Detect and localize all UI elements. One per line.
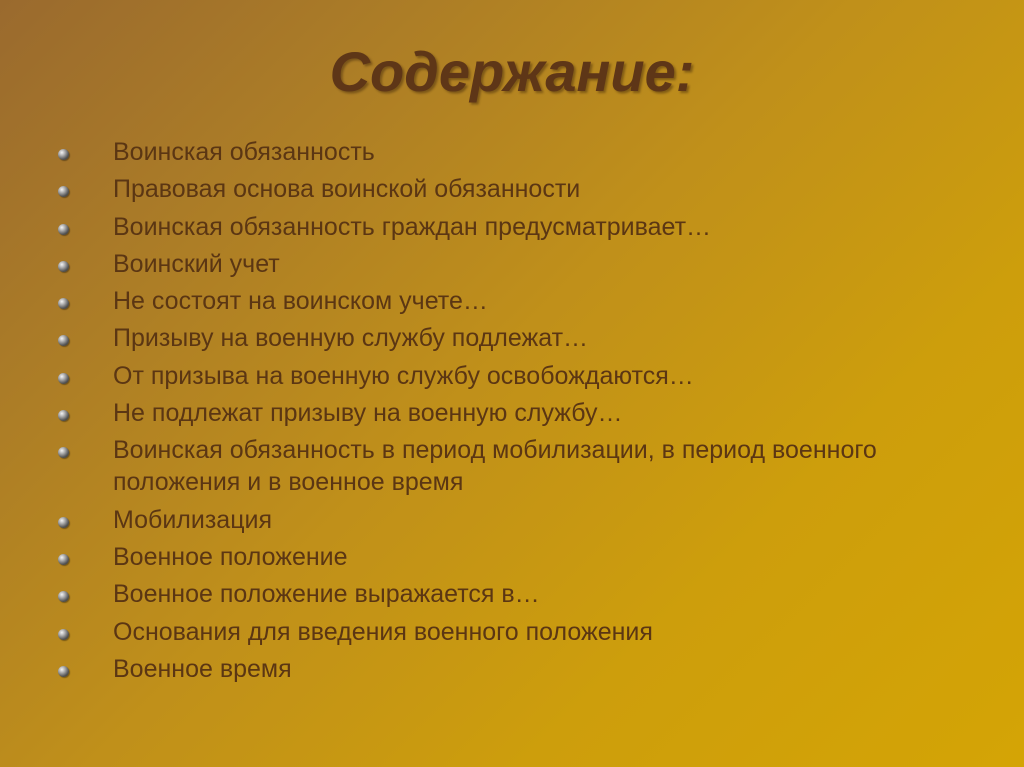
list-item-label: Воинская обязанность xyxy=(113,138,375,166)
list-item xyxy=(58,397,958,429)
list-item-label: Не подлежат призыву на военную службу… xyxy=(113,399,623,428)
bullet-icon xyxy=(58,186,69,197)
list-item xyxy=(58,322,958,354)
bullet-icon xyxy=(58,261,69,272)
list-item xyxy=(58,211,958,243)
list-item-label: Воинская обязанность в период мобилизации, в период военного положения и в военное время xyxy=(113,436,877,497)
bullet-icon xyxy=(58,447,69,458)
bullet-icon xyxy=(58,224,69,235)
list-item xyxy=(58,136,958,168)
list-item-label: Призыву на военную службу подлежат… xyxy=(113,324,589,353)
list-item xyxy=(58,578,958,610)
list-item xyxy=(58,653,958,685)
list-item-label: Мобилизация xyxy=(113,505,273,534)
list-item xyxy=(58,616,958,648)
bullet-icon xyxy=(58,373,69,384)
bullet-icon xyxy=(58,335,69,346)
bullet-icon xyxy=(58,149,69,160)
list-item xyxy=(58,504,958,536)
bullet-icon xyxy=(58,629,69,640)
bullet-icon xyxy=(58,666,69,677)
list-item-label: Основания для введения военного положения xyxy=(113,617,653,646)
list-item xyxy=(58,434,958,498)
contents-list xyxy=(58,136,958,690)
list-item xyxy=(58,173,958,205)
bullet-icon xyxy=(58,554,69,565)
list-item-label: Правовая основа воинской обязанности xyxy=(113,175,581,204)
bullet-icon xyxy=(58,517,69,528)
bullet-icon xyxy=(58,591,69,602)
list-item-label: От призыва на военную службу освобождаются… xyxy=(113,361,694,390)
list-item-label: Не состоят на воинском учете… xyxy=(113,287,488,316)
bullet-icon xyxy=(58,410,69,421)
list-item-label: Военное положение xyxy=(113,542,348,571)
list-item-label: Военное время xyxy=(113,654,292,683)
slide-title: Содержание: xyxy=(329,40,695,103)
list-item-label: Воинская обязанность граждан предусматривает… xyxy=(113,212,712,241)
list-item xyxy=(58,285,958,317)
list-item xyxy=(58,541,958,573)
list-item-label: Воинский учет xyxy=(113,249,280,278)
list-item xyxy=(58,360,958,392)
list-item-label: Военное положение выражается в… xyxy=(113,580,540,609)
bullet-icon xyxy=(58,298,69,309)
list-item xyxy=(58,248,958,280)
